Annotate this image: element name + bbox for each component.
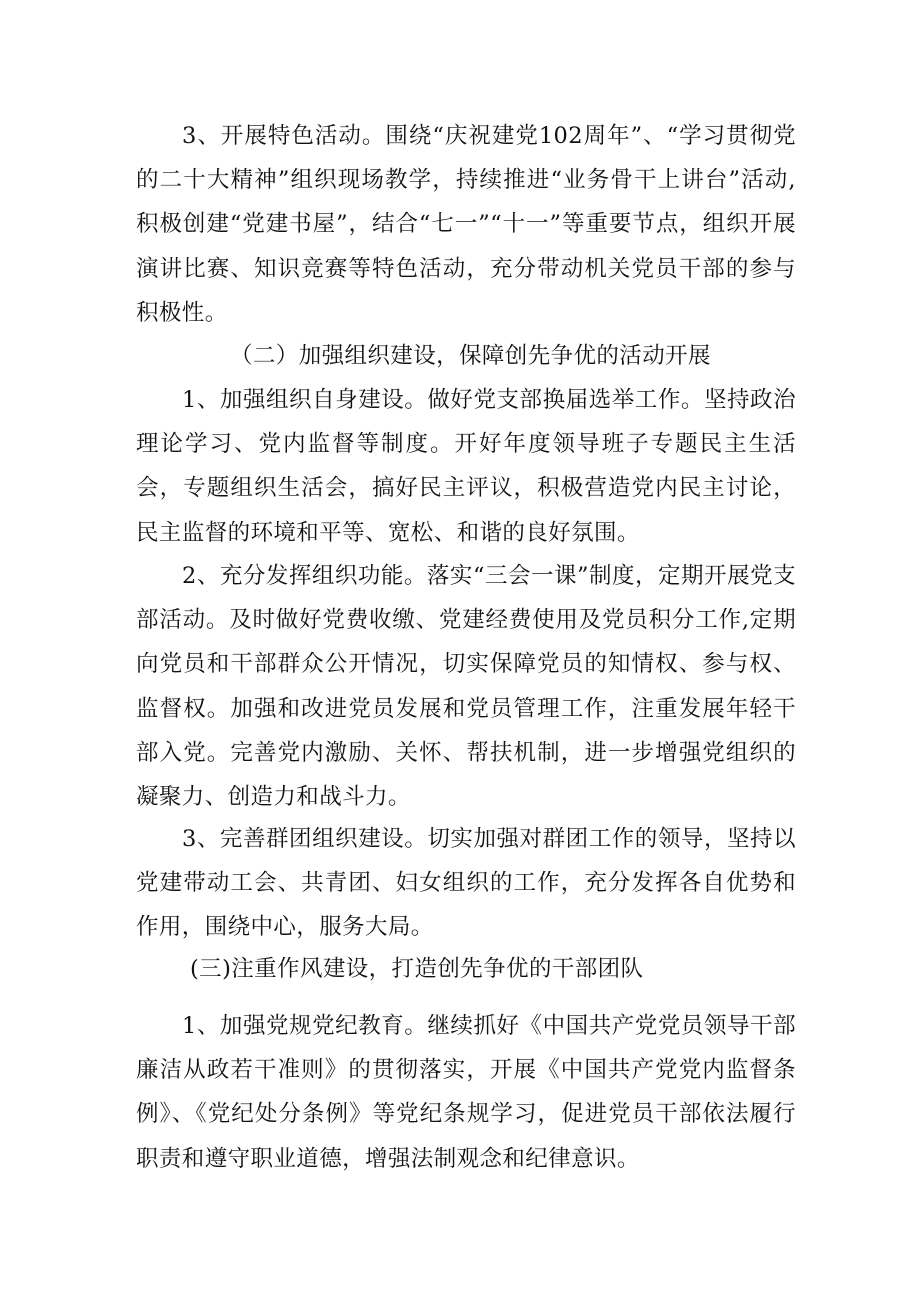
paragraph-special-activities: 3、开展特色活动。围绕“庆祝建党102周年”、“学习贯彻党的二十大精神”组织现场教学，持续推进“业务骨干上讲台”活动,积极创建“党建书屋”，结合“七一”“十一”等重要节点，组织开展演讲比赛、知识竞赛等特色活动，充分带动机关党员干部的参与积极性。	[136, 123, 796, 326]
paragraph-organization-self-building: 1、加强组织自身建设。做好党支部换届选举工作。坚持政治理论学习、党内监督等制度。开好年度领导班子专题民主生活会，专题组织生活会，搞好民主评议，积极营造党内民主讨论，民主监督的环境和平等、宽松、和谐的良好氛围。	[136, 387, 796, 546]
paragraph-mass-organizations: 3、完善群团组织建设。切实加强对群团工作的领导，坚持以党建带动工会、共青团、妇女组织的工作，充分发挥各自优势和作用，围绕中心，服务大局。	[136, 826, 796, 941]
paragraph-organization-function: 2、充分发挥组织功能。落实“三会一课”制度，定期开展党支部活动。及时做好党费收缴、党建经费使用及党员积分工作,定期向党员和干部群众公开情况，切实保障党员的知情权、参与权、监督权。加强和改进党员发展和党员管理工作，注重发展年轻干部入党。完善党内激励、关怀、帮扶机制，进一步增强党组织的凝聚力、创造力和战斗力。	[136, 563, 796, 811]
section-heading-work-style: (三)注重作风建设，打造创先争优的干部团队	[190, 956, 644, 982]
paragraph-discipline-education: 1、加强党规党纪教育。继续抓好《中国共产党党员领导干部廉洁从政若干准则》的贯彻落实，开展《中国共产党党内监督条例》、《党纪处分条例》等党纪条规学习，促进党员干部依法履行职责和遵守职业道德，增强法制观念和纪律意识。	[136, 1013, 796, 1172]
section-heading-organization: （二）加强组织建设，保障创先争优的活动开展	[230, 343, 711, 369]
